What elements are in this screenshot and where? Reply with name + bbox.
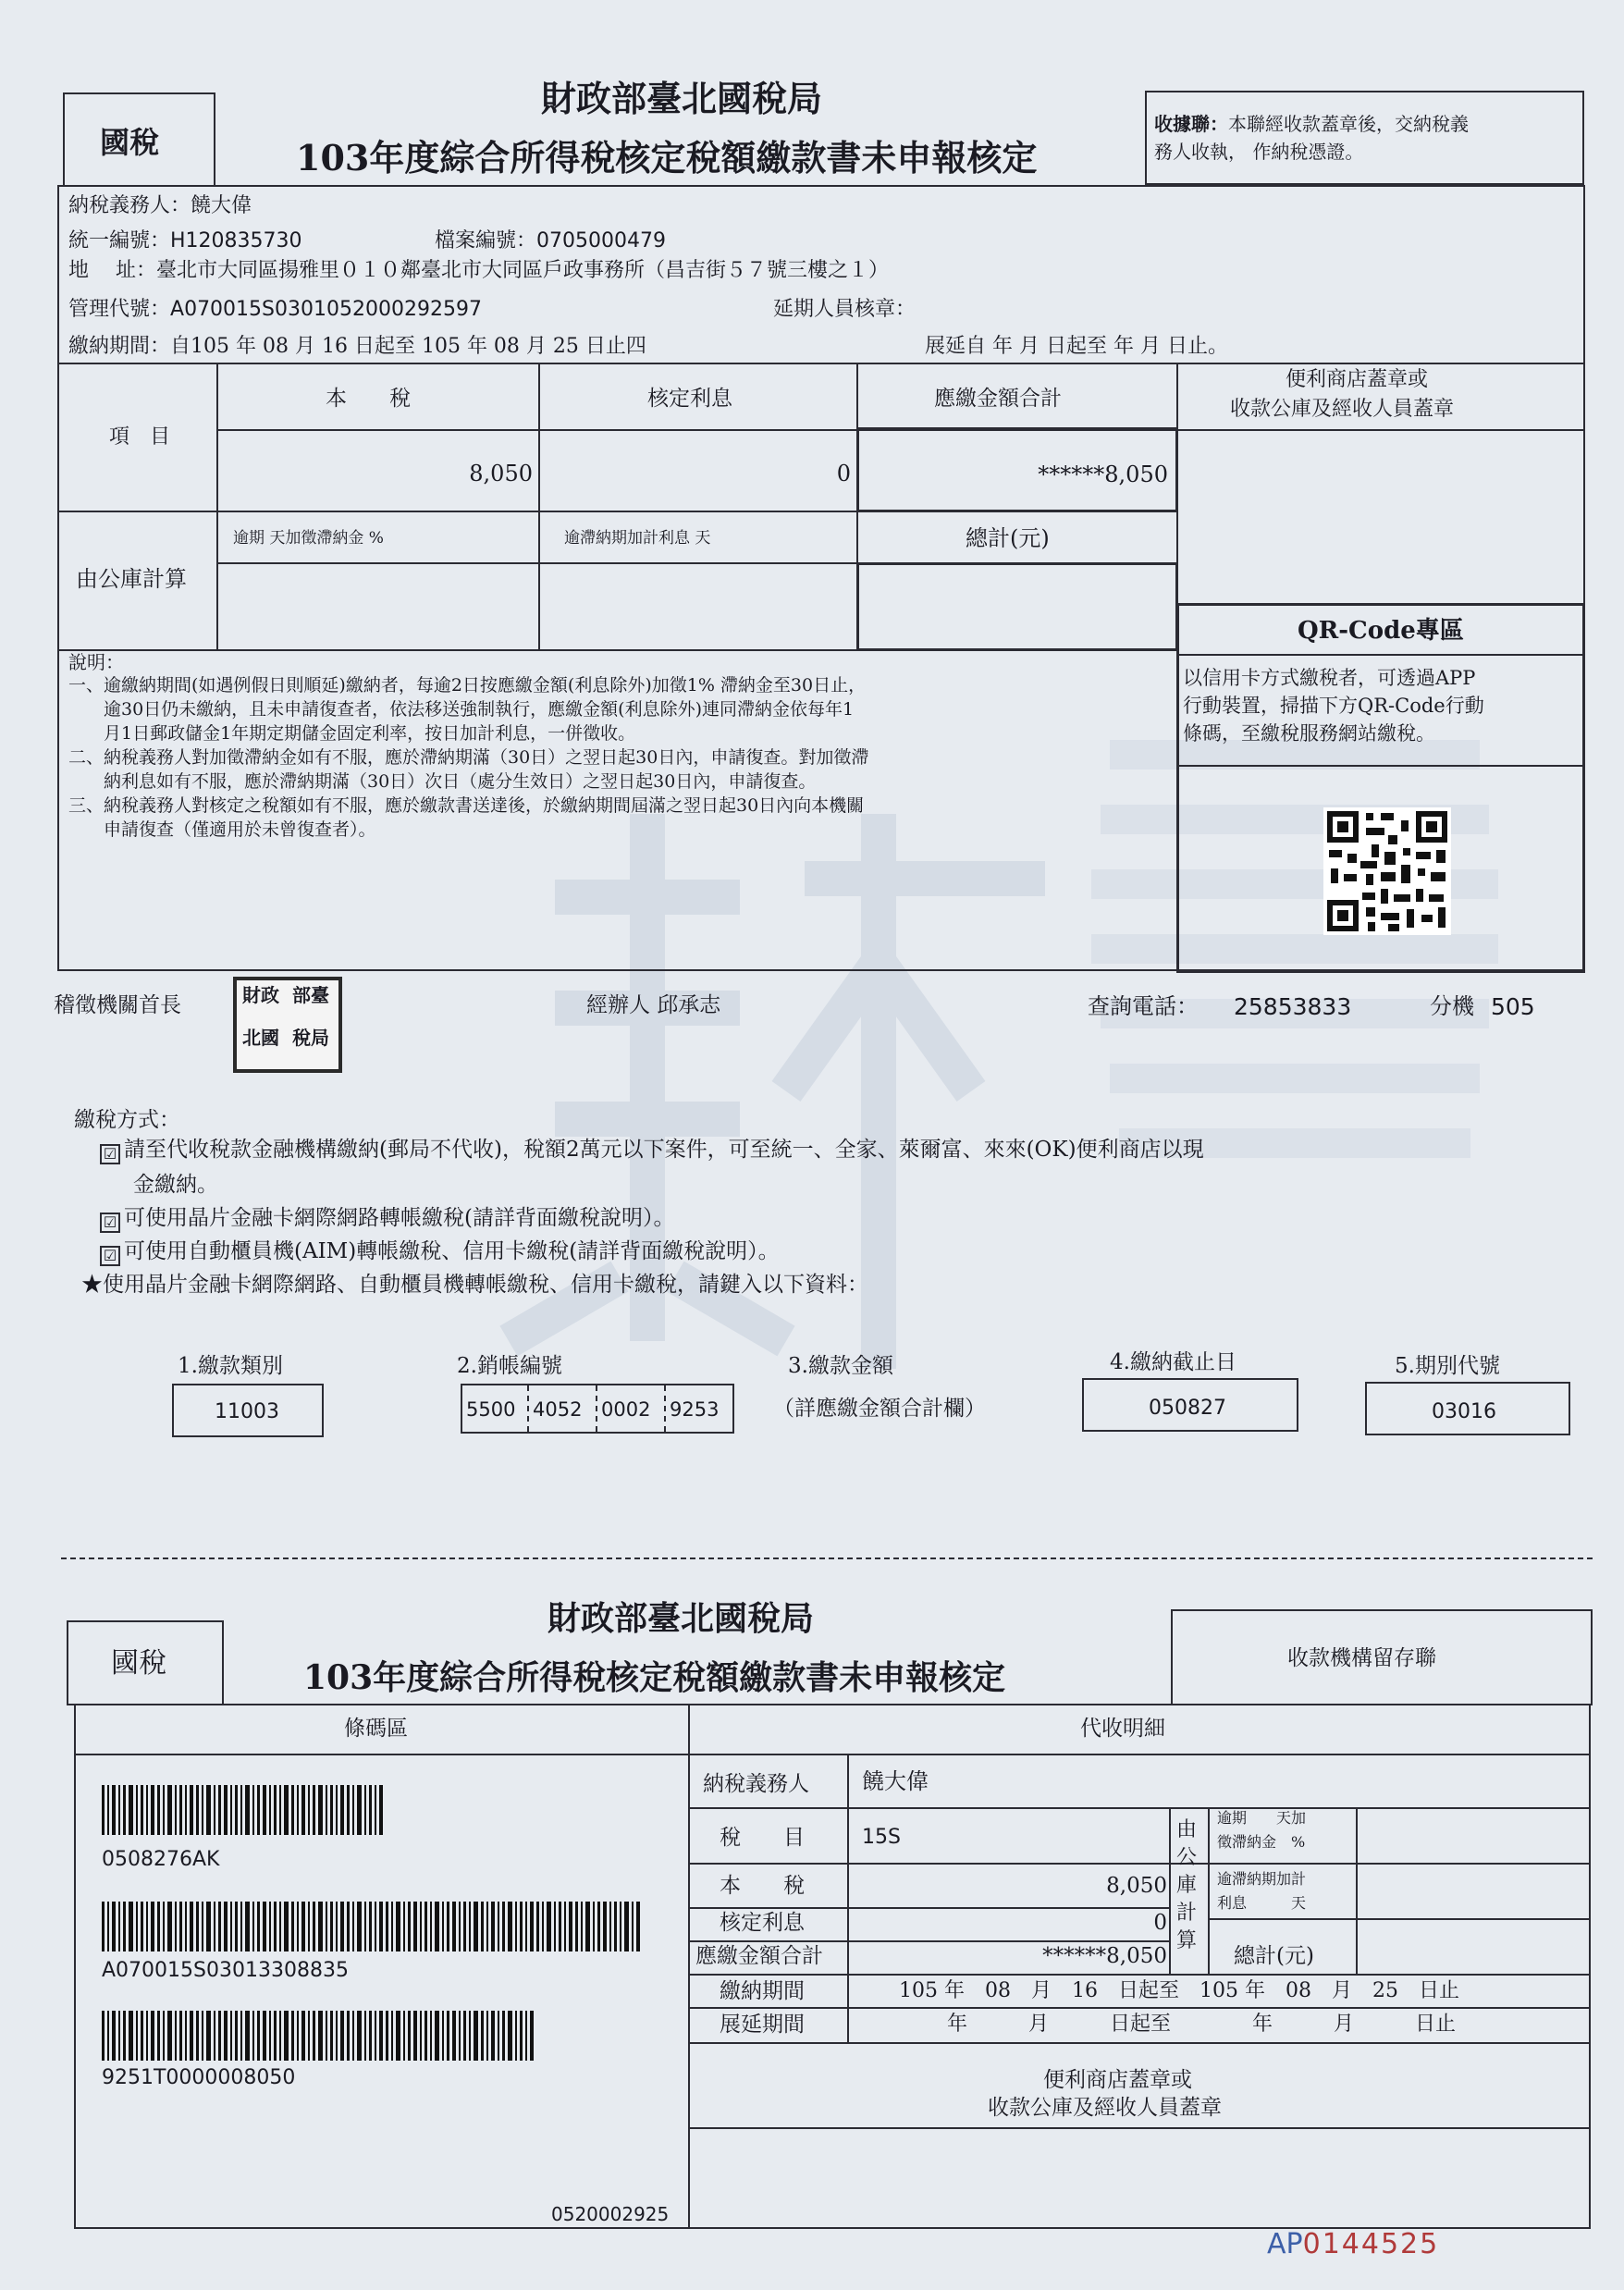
interest-value: 0 — [836, 461, 851, 486]
acct-part-4: 9253 — [670, 1398, 720, 1421]
mgmt-value: A070015S0301052000292597 — [170, 298, 482, 321]
period-line — [68, 337, 646, 357]
col-store: 便利商店蓋章或 — [1286, 368, 1429, 391]
ap-serial: 0144525 — [1302, 2228, 1440, 2260]
ap-prefix: AP — [1267, 2228, 1303, 2260]
checkbox-checked[interactable]: ☑ — [100, 1246, 120, 1266]
mgmt-label: 管理代號： — [68, 298, 171, 321]
stub-badge-box — [67, 1620, 224, 1705]
payment-opt2 — [100, 1208, 674, 1233]
due-label: 4.繳納截止日 — [1110, 1350, 1236, 1374]
stub-interest: 0 — [1153, 1911, 1167, 1935]
acct-box — [461, 1384, 734, 1434]
stub-interest-label: 核定利息 — [720, 1911, 805, 1935]
stub-taxpayer-label: 納稅義務人 — [703, 1772, 809, 1796]
file-value: 0705000479 — [536, 229, 666, 252]
note-line-1: 一、逾繳納期間(如遇例假日則順延)繳納者，每逾2日按應繳金額(利息除外)加徵1% 滯納金至30日止， — [68, 675, 867, 696]
acct-label: 2.銷帳編號 — [457, 1354, 562, 1378]
stub-taxpayer: 饒大偉 — [862, 1768, 929, 1794]
grand-total-box — [856, 562, 1178, 651]
late-interest-label: 逾滯納期加計利息 天 — [564, 529, 711, 548]
checkbox-checked[interactable]: ☑ — [100, 1144, 120, 1164]
barcode-area-label: 條碼區 — [344, 1717, 408, 1741]
stub-store-2: 收款公庫及經收人員蓋章 — [988, 2096, 1222, 2120]
period-code-box — [1365, 1382, 1570, 1435]
period-code-value: 03016 — [1432, 1400, 1496, 1423]
amount-label: 3.繳款金額 — [788, 1354, 893, 1378]
qr-code[interactable] — [1323, 807, 1451, 935]
stub-treasury-vertical: 由公庫計算 — [1176, 1818, 1198, 1952]
note-line-6: 三、納稅義務人對核定之稅額如有不服，應於繳款書送達後，於繳納期間屆滿之翌日起30日內向本機關 — [68, 795, 865, 816]
col-interest: 核定利息 — [647, 387, 732, 411]
stub-total-label: 應繳金額合計 — [695, 1944, 823, 1968]
ext-value: 505 — [1491, 993, 1535, 1020]
type-value: 11003 — [215, 1400, 279, 1423]
stub-late-label-1: 逾期 天加 — [1217, 1809, 1307, 1827]
stub-period-label: 繳納期間 — [720, 1979, 805, 2003]
opt1-text: 請至代收稅款金融機構繳納(郵局不代收)，稅額2萬元以下案件，可至統一、全家、萊爾富、來來(OK)便利商店以現 — [124, 1138, 1204, 1162]
qr-area — [1176, 603, 1585, 973]
note-line-3: 月1日郵政儲金1年期定期儲金固定利率，按日加計利息，一併徵收。 — [68, 723, 636, 744]
mgmt-line — [68, 300, 482, 320]
stub-tax-item-label: 稅 目 — [720, 1826, 805, 1850]
official-seal: 財政 部臺 北國 稅局 — [233, 977, 342, 1073]
total-value: ******8,050 — [1038, 462, 1168, 487]
phone-label: 查詢電話： — [1088, 993, 1199, 1019]
stub-agency: 財政部臺北國稅局 — [547, 1599, 815, 1638]
type-label: 1.繳款類別 — [178, 1354, 283, 1378]
principal-value: 8,050 — [469, 461, 533, 486]
note-line-2: 逾30日仍未繳納，且未申請復查者，依法移送強制執行，應繳金額(利息除外)連同滯納金依每年1 — [68, 699, 855, 720]
payment-star-note: ★使用晶片金融卡網際網路、自動櫃員機轉帳繳稅、信用卡繳稅，請鍵入以下資料： — [81, 1273, 868, 1297]
item-label: 項 目 — [109, 425, 171, 449]
qr-title: QR-Code專區 — [1298, 617, 1464, 645]
cut-line — [61, 1557, 1593, 1559]
type-box — [172, 1384, 324, 1437]
id-line — [68, 231, 302, 252]
note-line-7: 申請復查（僅適用於未曾復查者）。 — [68, 819, 376, 840]
barcode-1-text: 0508276AK — [102, 1848, 220, 1871]
period-code-label: 5.期別代號 — [1395, 1354, 1500, 1378]
opt1-text-cont: 金繳納。 — [133, 1173, 218, 1197]
id-value: H120835730 — [170, 229, 302, 252]
address-value: 臺北市大同區揚雅里０１０鄰臺北市大同區戶政事務所（昌吉街５７號三樓之１） — [156, 259, 890, 282]
stub-principal: 8,050 — [1106, 1874, 1167, 1898]
acct-part-2: 4052 — [533, 1398, 583, 1421]
stub-ext: 年 月 日起至 年 月 日止 — [947, 2013, 1457, 2036]
qr-text3: 條碼，至繳稅服務網站繳稅。 — [1183, 722, 1435, 745]
extension-stamp-label: 延期人員核章： — [773, 298, 917, 321]
stub-tax-item: 15S — [862, 1826, 901, 1849]
opt3-text: 可使用自動櫃員機(AIM)轉帳繳稅、信用卡繳稅(請詳背面繳稅說明）。 — [124, 1239, 780, 1263]
stub-period: 105 年 08 月 16 日起至 105 年 08 月 25 日止 — [899, 1979, 1459, 2002]
extension-text: 展延自 年 月 日起至 年 月 日止。 — [925, 335, 1228, 358]
file-label: 檔案編號： — [435, 229, 537, 252]
stub-badge: 國稅 — [111, 1647, 166, 1680]
due-value: 050827 — [1149, 1397, 1226, 1420]
receipt-note-label: 收據聯： — [1154, 113, 1228, 135]
head-label: 稽徵機關首長 — [54, 993, 181, 1017]
id-label: 統一編號： — [68, 229, 171, 252]
qr-text2: 行動裝置，掃描下方QR-Code行動 — [1183, 695, 1484, 717]
barcode-3-text: 9251T0000008050 — [102, 2066, 296, 2089]
stub-late-int-1: 逾滯納期加計 — [1217, 1870, 1307, 1888]
checkbox-checked[interactable]: ☑ — [100, 1213, 120, 1233]
treasury-label: 由公庫計算 — [76, 566, 187, 592]
stub-grand-label: 總計(元) — [1234, 1944, 1314, 1968]
address-line — [68, 261, 889, 281]
period-label: 繳納期間： — [68, 335, 171, 358]
col-total: 應繳金額合計 — [934, 387, 1062, 411]
form-title: 103年度綜合所得稅核定稅額繳款書未申報核定 — [296, 137, 1038, 179]
payment-opt3 — [100, 1241, 780, 1266]
qr-text1: 以信用卡方式繳稅者，可透過APP — [1183, 667, 1476, 689]
tax-badge-box — [63, 92, 215, 187]
stub-serial: 0520002925 — [551, 2203, 670, 2225]
barcode-1 — [102, 1785, 388, 1835]
col-principal: 本 稅 — [326, 387, 411, 411]
barcode-3 — [102, 2011, 540, 2061]
stub-total: ******8,050 — [1042, 1944, 1167, 1968]
note-line-4: 二、納稅義務人對加徵滯納金如有不服，應於滯納期滿（30日）之翌日起30日內，申請復查。對加徵滯 — [68, 747, 869, 768]
ext-label: 分機 — [1430, 993, 1474, 1019]
stub-principal-label: 本 稅 — [720, 1874, 805, 1898]
period-value: 自105 年 08 月 16 日起至 105 年 08 月 25 日止四 — [170, 335, 646, 358]
agency-title: 財政部臺北國稅局 — [541, 78, 823, 119]
barcode-2-text: A070015S03013308835 — [102, 1959, 349, 1982]
taxpayer-line — [68, 196, 252, 216]
stub-copy-label: 收款機構留存聯 — [1287, 1646, 1436, 1670]
stub-store-1: 便利商店蓋章或 — [1043, 2068, 1192, 2092]
collect-detail-label: 代收明細 — [1080, 1717, 1165, 1741]
payment-opt1 — [100, 1139, 1204, 1164]
taxpayer-name-label: 納稅義務人： — [68, 194, 191, 217]
receipt-note-box — [1145, 91, 1584, 185]
receipt-note-line2: 務人收執， 作納稅憑證。 — [1154, 141, 1364, 163]
taxpayer-name: 饒大偉 — [191, 194, 252, 217]
grand-total-label: 總計(元) — [966, 525, 1050, 551]
due-box — [1082, 1378, 1298, 1432]
note-line-5: 納利息如有不服，應於滯納期滿（30日）次日（處分生效日）之翌日起30日內，申請復查。 — [68, 771, 817, 792]
total-box — [856, 427, 1178, 512]
col-store2: 收款公庫及經收人員蓋章 — [1230, 398, 1455, 421]
stub-copy-box — [1171, 1609, 1593, 1705]
barcode-2 — [102, 1902, 642, 1951]
stub-ext-label: 展延期間 — [720, 2013, 805, 2037]
tax-badge: 國稅 — [100, 125, 160, 160]
ap-number — [1267, 2228, 1440, 2260]
amount-note: （詳應繳金額合計欄） — [773, 1397, 986, 1421]
payment-title: 繳稅方式： — [74, 1108, 180, 1132]
notes-title: 說明： — [68, 651, 124, 673]
acct-part-3: 0002 — [601, 1398, 651, 1421]
late-label: 逾期 天加徵滯納金 % — [233, 529, 384, 548]
address-label: 地 址： — [68, 259, 156, 282]
acct-part-1: 5500 — [466, 1398, 516, 1421]
opt2-text: 可使用晶片金融卡網際網路轉帳繳稅(請詳背面繳稅說明）。 — [124, 1206, 675, 1230]
file-line — [435, 231, 666, 252]
stub-late-label-2: 徵滯納金 % — [1217, 1833, 1306, 1851]
phone-value: 25853833 — [1234, 993, 1352, 1020]
stub-form-title: 103年度綜合所得稅核定稅額繳款書未申報核定 — [303, 1658, 1006, 1697]
stub-late-int-2: 利息 天 — [1217, 1894, 1307, 1912]
handler: 經辦人 邱承志 — [586, 993, 721, 1017]
receipt-note-line1: 本聯經收款蓋章後，交納稅義 — [1228, 113, 1469, 135]
